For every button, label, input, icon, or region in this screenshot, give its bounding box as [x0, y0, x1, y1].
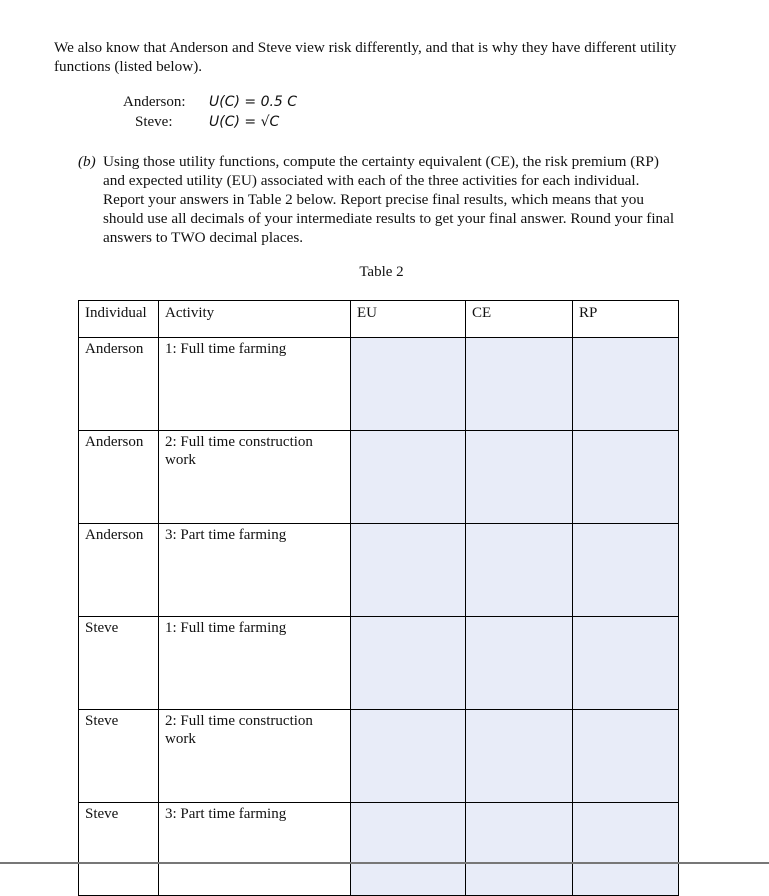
- eu-answer-field[interactable]: [351, 710, 466, 803]
- cell-activity: 1: Full time farming: [159, 617, 351, 710]
- ce-answer-field[interactable]: [466, 431, 573, 524]
- header-eu: EU: [351, 301, 466, 338]
- ce-answer-field[interactable]: [466, 617, 573, 710]
- question-b: [78, 152, 683, 247]
- utility-formula: U(C) = 0.5 C: [209, 94, 298, 110]
- question-text: Using those utility functions, compute the certainty equivalent (CE), the risk premium (RP) and expected utility (EU) associated with each of the three activities for each individual. Report your answers in Table 2 below. Report precise final results, which means that you should use all decimals of your intermediate results to get your final answer. Round your final answers to TWO decimal places.: [103, 153, 675, 246]
- cell-activity: 2: Full time construction work: [159, 710, 351, 803]
- table-row: [79, 524, 679, 617]
- answer-table: [78, 300, 679, 896]
- header-rp: RP: [573, 301, 679, 338]
- cell-individual: Steve: [79, 710, 159, 803]
- eu-answer-field[interactable]: [351, 338, 466, 431]
- rp-answer-field[interactable]: [573, 431, 679, 524]
- cell-activity: 2: Full time construction work: [159, 431, 351, 524]
- table-caption: Table 2: [359, 264, 404, 280]
- table-row: [79, 710, 679, 803]
- utility-name: Steve:: [135, 114, 173, 130]
- rp-answer-field[interactable]: [573, 803, 679, 896]
- header-individual: Individual: [79, 301, 159, 338]
- header-activity: Activity: [159, 301, 351, 338]
- eu-answer-field[interactable]: [351, 617, 466, 710]
- cell-individual: Anderson: [79, 524, 159, 617]
- header-ce: CE: [466, 301, 573, 338]
- utility-name: Anderson:: [123, 94, 186, 110]
- ce-answer-field[interactable]: [466, 524, 573, 617]
- cell-individual: Anderson: [79, 431, 159, 524]
- table-row: [79, 338, 679, 431]
- ce-answer-field[interactable]: [466, 338, 573, 431]
- table-row: [79, 431, 679, 524]
- cell-activity: 3: Part time farming: [159, 524, 351, 617]
- ce-answer-field[interactable]: [466, 710, 573, 803]
- cell-individual: Steve: [79, 803, 159, 896]
- cell-activity: 1: Full time farming: [159, 338, 351, 431]
- rp-answer-field[interactable]: [573, 338, 679, 431]
- utility-formula: U(C) = √C: [209, 114, 280, 130]
- eu-answer-field[interactable]: [351, 803, 466, 896]
- table-header-row: [79, 301, 679, 338]
- rp-answer-field[interactable]: [573, 710, 679, 803]
- cell-activity: 3: Part time farming: [159, 803, 351, 896]
- ce-answer-field[interactable]: [466, 803, 573, 896]
- cell-individual: Anderson: [79, 338, 159, 431]
- rp-answer-field[interactable]: [573, 617, 679, 710]
- cell-individual: Steve: [79, 617, 159, 710]
- intro-paragraph: We also know that Anderson and Steve view risk differently, and that is why they have different utility functions (listed below).: [54, 39, 677, 75]
- rp-answer-field[interactable]: [573, 524, 679, 617]
- question-label: (b): [78, 153, 96, 170]
- eu-answer-field[interactable]: [351, 431, 466, 524]
- table-row: [79, 617, 679, 710]
- eu-answer-field[interactable]: [351, 524, 466, 617]
- table-row: [79, 803, 679, 896]
